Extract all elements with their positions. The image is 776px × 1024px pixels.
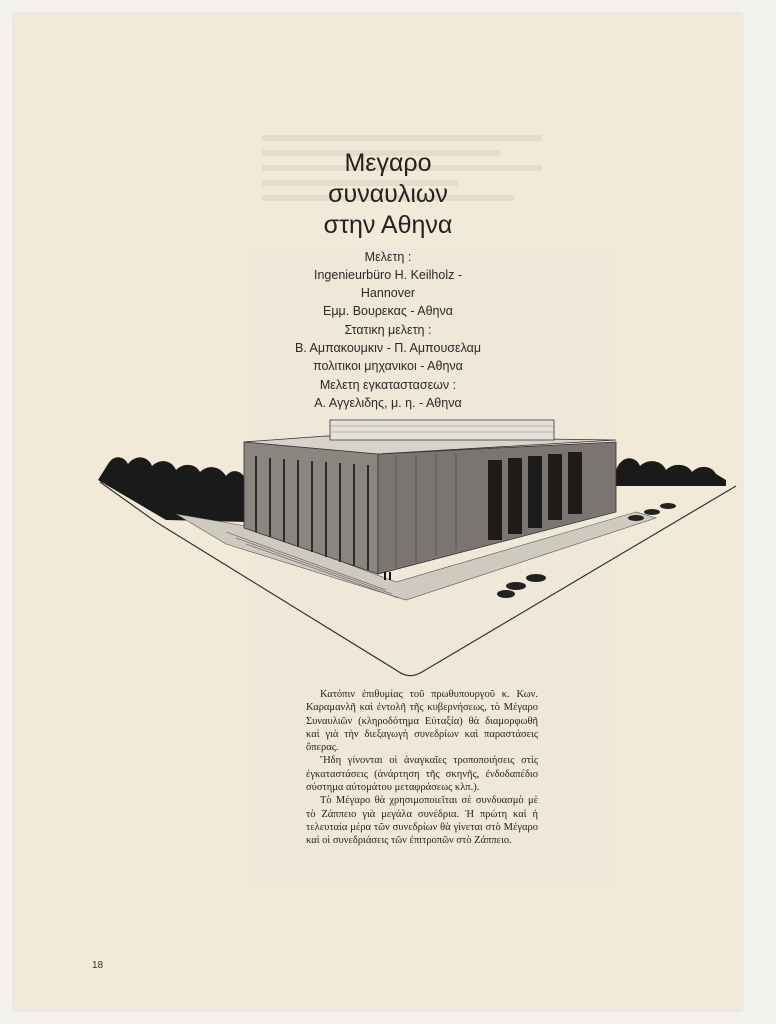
credits-line: Β. Αμπακουμκιν - Π. Αμπουσελαμ — [294, 341, 482, 355]
article-body — [306, 688, 538, 848]
credits-line: Ingenieurbüro H. Keilholz - — [314, 268, 462, 282]
credits-static-label: Στατικη μελετη : — [344, 323, 432, 337]
roof-box — [330, 420, 554, 440]
credits-line: Α. Αγγελιδης, μ. η. - Αθηνα — [314, 396, 462, 410]
credits-line: πολιτικοι μηχανικοι - Αθηνα — [313, 359, 463, 373]
article-title — [0, 148, 776, 241]
page-number: 18 — [92, 960, 104, 971]
trees-left — [98, 457, 246, 522]
credits-study-label: Μελετη : — [364, 250, 412, 264]
credits-line: Εμμ. Βουρεκας - Αθηνα — [323, 304, 453, 318]
title-line: Μεγαρο — [344, 149, 432, 177]
title-line: στην Αθηνα — [323, 211, 453, 239]
building-drawing — [96, 414, 746, 694]
credits-block — [0, 247, 776, 412]
body-paragraph: Τὸ Μέγαρο θὰ χρησιμοποιεῖται σὲ συνδυασμὸ μὲ τὸ Ζάππειο γιὰ μεγάλα συνέδρια. Ἡ πρώτη καὶ ἡ τελευταία μέρα τῶν συνεδρίων θὰ γίνεται στὸ Μέγαρο καὶ οἱ συνεδριάσεις τῶν ἐπιτροπῶν στὸ Ζάππειο. — [306, 795, 538, 847]
credits-installations-label: Μελετη εγκαταστασεων : — [319, 378, 457, 392]
body-paragraph: Κατόπιν ἐπιθυμίας τοῦ πρωθυπουργοῦ κ. Κων. Καραμανλῆ καὶ ἐντολῆ τῆς κυβερνήσεως, τὸ Μέγαρο Συναυλιῶν (κληροδότημα Εὐταξία) θὰ διαμορφωθῆ καὶ γιὰ τὴν διεξαγωγὴ συνεδρίων καὶ παραστάσεις ὄπερας. — [306, 689, 538, 754]
body-paragraph: Ἤδη γίνονται οἱ ἀναγκαῖες τροποποιήσεις στὶς ἐγκαταστάσεις (ἀνάρτηση τῆς σκηνῆς, ἐνδοδαπέδιο σύστημα αὐτομάτου μεταφράσεως κλπ.). — [306, 755, 538, 794]
title-line: συναυλιων — [328, 180, 448, 208]
trees-right — [616, 458, 726, 486]
credits-line: Hannover — [360, 286, 416, 300]
